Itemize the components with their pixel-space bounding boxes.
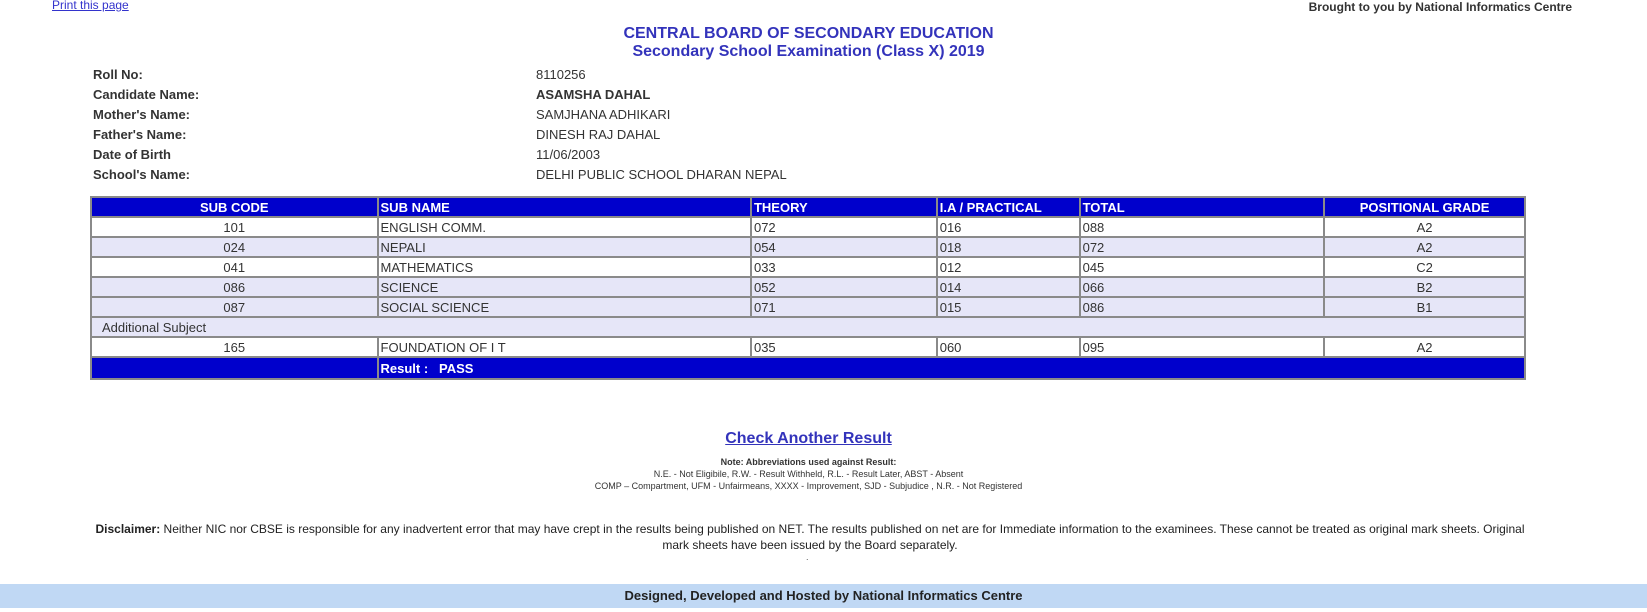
note-line-1: N.E. - Not Eligibile, R.W. - Result Withheld, R.L. - Result Later, ABST - Absent [653,469,964,479]
dob-value: 11/06/2003 [536,147,601,162]
check-another-result-link[interactable]: Check Another Result [725,430,892,447]
page-title [0,25,1617,61]
grade-cell: B1 [1324,297,1525,317]
theory-cell: 033 [751,257,937,277]
additional-subject-row [91,317,1525,337]
practical-cell: 012 [937,257,1080,277]
grade-cell: C2 [1324,257,1525,277]
grade-cell: A2 [1324,217,1525,237]
col-header-practical: I.A / PRACTICAL [937,197,1080,217]
marks-table [90,196,1526,380]
theory-cell: 054 [751,237,937,257]
theory-cell: 071 [751,297,937,317]
dob-label: Date of Birth [93,147,171,162]
candidate-name-value: ASAMSHA DAHAL [536,87,651,102]
table-header-row [91,197,1525,217]
exam-title: Secondary School Examination (Class X) 2019 [632,43,985,60]
separator-dot: . [806,552,809,562]
total-cell: 095 [1080,337,1325,357]
disclaimer [95,521,1525,553]
mother-name-value: SAMJHANA ADHIKARI [536,107,671,122]
col-header-theory: THEORY [751,197,937,217]
table-row [91,257,1525,277]
candidate-name-label: Candidate Name: [93,87,200,102]
note-heading: Note: Abbreviations used against Result: [720,457,897,467]
practical-cell: 018 [937,237,1080,257]
result-value: PASS [439,360,474,376]
result-row [91,357,1525,379]
note-line-2: COMP – Compartment, UFM - Unfairmeans, XXXX - Improvement, SJD - Subjudice , N.R. - Not Registered [594,481,1023,491]
brought-by-text: Brought to you by National Informatics Centre [1308,0,1572,14]
table-row [91,277,1525,297]
practical-cell: 014 [937,277,1080,297]
total-cell: 088 [1080,217,1325,237]
result-empty-cell [91,357,378,379]
roll-no-label: Roll No: [93,67,143,82]
sub-code-cell: 165 [91,337,378,357]
table-row [91,337,1525,357]
check-another-container [0,430,1617,448]
footer-text: Designed, Developed and Hosted by National Informatics Centre [624,588,1023,603]
col-header-total: TOTAL [1080,197,1325,217]
grade-cell: A2 [1324,337,1525,357]
disclaimer-label: Disclaimer: [95,522,161,536]
grade-cell: A2 [1324,237,1525,257]
school-name-value: DELHI PUBLIC SCHOOL DHARAN NEPAL [536,167,787,182]
col-header-sub-name: SUB NAME [378,197,751,217]
father-name-value: DINESH RAJ DAHAL [536,127,661,142]
sub-code-cell: 087 [91,297,378,317]
father-name-label: Father's Name: [93,127,187,142]
print-page-link[interactable]: Print this page [52,0,129,12]
sub-name-cell: FOUNDATION OF I T [378,337,751,357]
theory-cell: 072 [751,217,937,237]
sub-code-cell: 086 [91,277,378,297]
board-title: CENTRAL BOARD OF SECONDARY EDUCATION [623,25,994,42]
mother-name-label: Mother's Name: [93,107,190,122]
table-row [91,237,1525,257]
practical-cell: 060 [937,337,1080,357]
col-header-grade: POSITIONAL GRADE [1324,197,1525,217]
table-row [91,297,1525,317]
total-cell: 086 [1080,297,1325,317]
sub-name-cell: MATHEMATICS [378,257,751,277]
school-name-label: School's Name: [93,167,191,182]
sub-code-cell: 041 [91,257,378,277]
col-header-sub-code: SUB CODE [91,197,378,217]
additional-subject-label: Additional Subject [91,317,1525,337]
sub-code-cell: 024 [91,237,378,257]
roll-no-value: 8110256 [536,67,586,82]
sub-name-cell: SOCIAL SCIENCE [378,297,751,317]
sub-name-cell: ENGLISH COMM. [378,217,751,237]
practical-cell: 016 [937,217,1080,237]
footer [0,584,1647,608]
theory-cell: 035 [751,337,937,357]
table-row [91,217,1525,237]
sub-name-cell: SCIENCE [378,277,751,297]
grade-cell: B2 [1324,277,1525,297]
total-cell: 072 [1080,237,1325,257]
result-cell [378,357,1525,379]
theory-cell: 052 [751,277,937,297]
disclaimer-text: Neither NIC nor CBSE is responsible for any inadvertent error that may have crept in the results being published on NET. The results published on net are for Immediate information to the examinees. These cannot be treated as original mark sheets. Original mark sheets have been issued by the Board separately. [163,522,1525,552]
practical-cell: 015 [937,297,1080,317]
result-label: Result : [380,360,429,376]
total-cell: 045 [1080,257,1325,277]
abbreviations-note [0,456,1617,492]
total-cell: 066 [1080,277,1325,297]
sub-name-cell: NEPALI [378,237,751,257]
sub-code-cell: 101 [91,217,378,237]
